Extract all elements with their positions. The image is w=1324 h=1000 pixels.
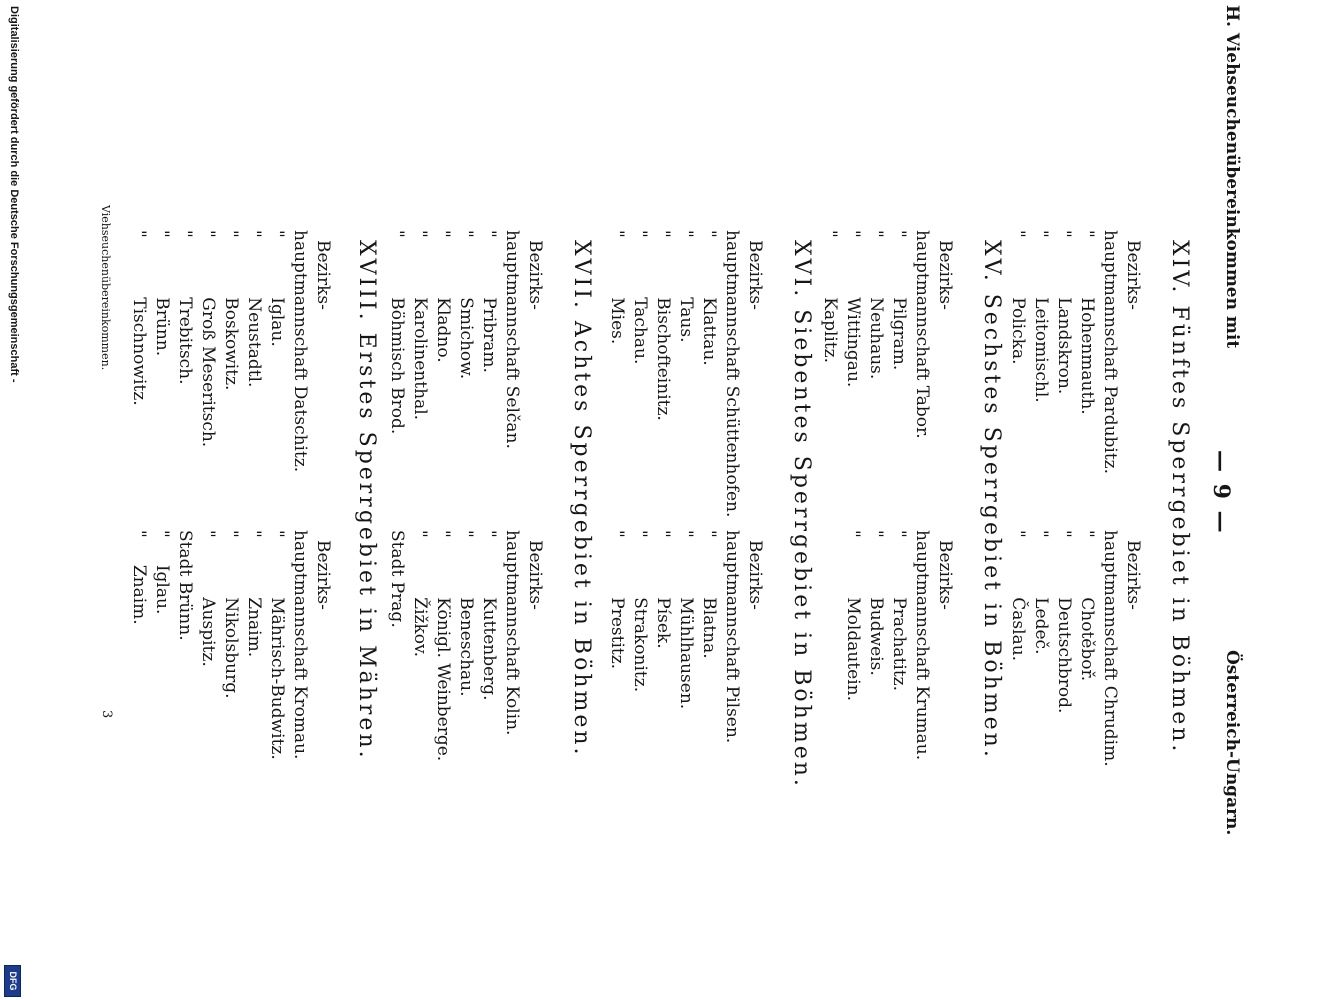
list-item: " Kuttenberg.	[479, 530, 499, 701]
list-item: " Wittingau.	[843, 230, 863, 388]
list-item: hauptmannschaft Pilsen.	[722, 530, 742, 744]
section-title-xviii: XVIII. Erstes Sperrgebiet in Mähren.	[354, 240, 379, 761]
list-item: " Mies.	[607, 230, 627, 345]
list-item: " Kaplitz.	[820, 230, 840, 364]
section-xvii-right-column	[385, 530, 546, 761]
section-xvii-left-column	[385, 230, 546, 449]
footer-signature: Viehseuchenübereinkommen.	[99, 205, 112, 371]
list-item: Bezirks-	[935, 540, 955, 610]
list-item: " Kladno.	[433, 230, 453, 363]
list-item: Stadt Brünn.	[175, 530, 195, 641]
list-item: hauptmannschaft Kolin.	[502, 530, 522, 736]
list-item: hauptmannschaft Kromau.	[290, 530, 310, 760]
list-item: Bezirks-	[525, 240, 545, 310]
section-xvi-right-column	[605, 530, 766, 743]
list-item: hauptmannschaft Datschitz.	[290, 230, 310, 473]
list-item: " Strakonitz.	[630, 530, 650, 693]
digitization-notice-text: Digitalisierung gefördert durch die Deutsche Forschungsgemeinschaft -	[8, 6, 20, 383]
list-item: " Hohenmauth.	[1077, 230, 1097, 415]
section-title-xvi: XVI. Siebentes Sperrgebiet in Böhmen.	[789, 240, 814, 789]
list-item: " Policka.	[1008, 230, 1028, 365]
list-item: hauptmannschaft Schüttenhofen.	[722, 230, 742, 518]
list-item: " Znaim.	[129, 530, 149, 625]
running-head-right: Österreich-Ungarn.	[1222, 650, 1242, 836]
section-xvi-left-column	[605, 230, 766, 517]
footer-page-number: 3	[99, 710, 114, 719]
list-item: hauptmannschaft Krumau.	[912, 530, 932, 761]
section-title-xv: XV. Sechstes Sperrgebiet in Böhmen.	[979, 240, 1004, 760]
list-item: Bezirks-	[935, 240, 955, 310]
list-item: " Bischofteinitz.	[653, 230, 673, 421]
list-item: hauptmannschaft Chrudim.	[1100, 530, 1120, 767]
list-item: " Boskowitz.	[221, 230, 241, 391]
section-xviii-left-column	[127, 230, 334, 472]
list-item: " Leitomischl.	[1031, 230, 1051, 403]
section-xv-right-column	[841, 530, 956, 760]
section-xv-left-column	[818, 230, 956, 439]
list-item: " Prachatitz.	[889, 530, 909, 692]
list-item: Bezirks-	[745, 540, 765, 610]
section-title-xvii: XVII. Achtes Sperrgebiet in Böhmen.	[569, 240, 594, 758]
list-item: " Časlau.	[1008, 530, 1028, 662]
list-item: " Chotěboř.	[1077, 530, 1097, 682]
list-item: " Königl. Weinberge.	[433, 530, 453, 762]
list-item: " Böhmisch Brod.	[387, 230, 407, 435]
list-item: " Iglau.	[267, 230, 287, 347]
list-item: " Groß Meseritsch.	[198, 230, 218, 448]
list-item: " Neuhaus.	[866, 230, 886, 380]
list-item: " Písek.	[653, 530, 673, 649]
list-item: " Žižkov.	[410, 530, 430, 657]
list-item: " Tachau.	[630, 230, 650, 365]
list-item: Stadt Prag.	[387, 530, 407, 628]
running-head-left: H. Viehseuchenübereinkommen mit	[1222, 5, 1242, 349]
list-item: " Tischnowitz.	[129, 230, 149, 406]
list-item: hauptmannschaft Selčan.	[502, 230, 522, 449]
list-item: " Nikolsburg.	[221, 530, 241, 699]
section-xiv-left-column	[1006, 230, 1144, 474]
list-item: " Landskron.	[1054, 230, 1074, 395]
section-title-xiv: XIV. Fünftes Sperrgebiet in Böhmen.	[1167, 240, 1192, 755]
list-item: Bezirks-	[1123, 540, 1143, 610]
list-item: hauptmannschaft Tabor.	[912, 230, 932, 439]
dfg-logo: DFG	[4, 965, 21, 997]
list-item: Bezirks-	[525, 540, 545, 610]
list-item: " Iglau.	[152, 530, 172, 615]
list-item: " Mühlhausen.	[676, 530, 696, 710]
list-item: " Blatna.	[699, 530, 719, 659]
section-xiv-right-column	[1006, 530, 1144, 767]
list-item: " Neustadtl.	[244, 230, 264, 388]
list-item: " Auspitz.	[198, 530, 218, 667]
list-item: hauptmannschaft Pardubitz.	[1100, 230, 1120, 475]
list-item: " Budweis.	[866, 530, 886, 676]
list-item: Bezirks-	[745, 240, 765, 310]
page-number-top: — 9 —	[1208, 450, 1234, 535]
list-item: " Smichow.	[456, 230, 476, 380]
list-item: Bezirks-	[313, 540, 333, 610]
section-xviii-right-column	[127, 530, 334, 760]
digitization-notice	[0, 0, 24, 1000]
list-item: " Mährisch-Budwitz.	[267, 530, 287, 760]
list-item: Bezirks-	[1123, 240, 1143, 310]
list-item: " Karolinenthal.	[410, 230, 430, 421]
list-item: " Prestitz.	[607, 530, 627, 670]
list-item: " Deutschbrod.	[1054, 530, 1074, 714]
list-item: " Klattau.	[699, 230, 719, 366]
list-item: " Moldautein.	[843, 530, 863, 701]
list-item: Bezirks-	[313, 240, 333, 310]
list-item: " Beneschau.	[456, 530, 476, 697]
list-item: " Pilgram.	[889, 230, 909, 371]
list-item: " Taus.	[676, 230, 696, 343]
list-item: " Pribram.	[479, 230, 499, 373]
list-item: " Brünn.	[152, 230, 172, 357]
list-item: " Trebitsch.	[175, 230, 195, 385]
list-item: " Znaim.	[244, 530, 264, 658]
list-item: " Ledeč.	[1031, 530, 1051, 655]
